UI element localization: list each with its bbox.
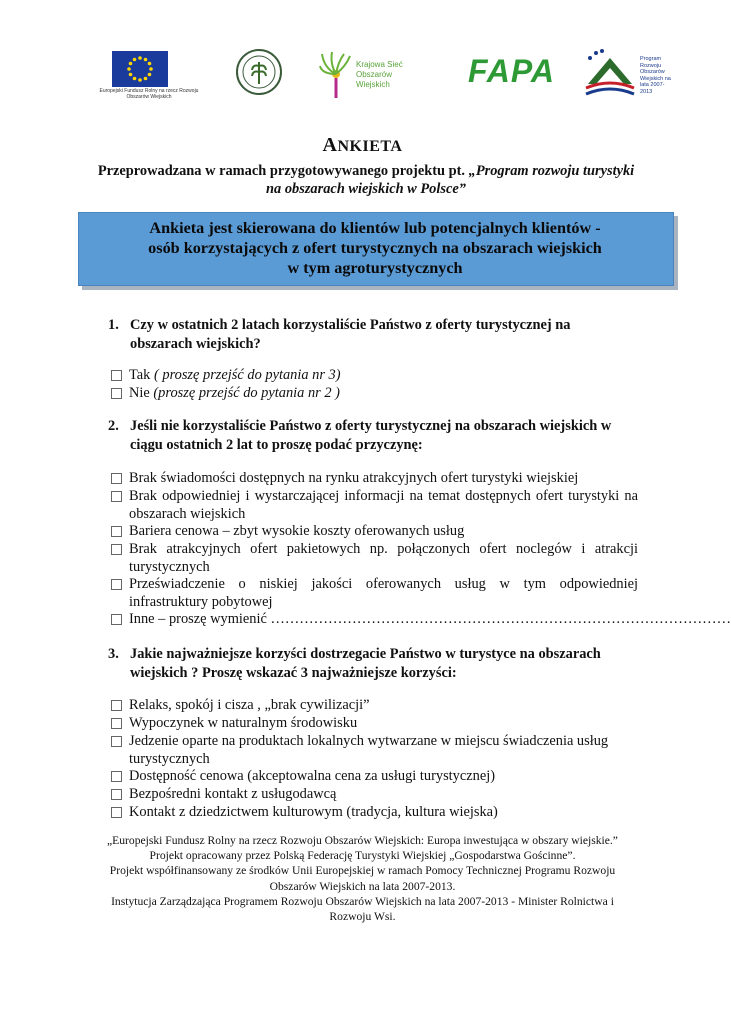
option-label: Tak <box>129 367 151 383</box>
checkbox[interactable] <box>111 718 122 729</box>
option-item[interactable] <box>111 470 638 488</box>
question-2 <box>108 417 628 455</box>
option-item[interactable] <box>111 523 638 541</box>
option-label: Przeświadczenie o niskiej jakości oferowanych usług w tym odpowiedniej infrastruktury pobytowej <box>129 576 638 610</box>
option-nie[interactable] <box>111 385 638 403</box>
checkbox[interactable] <box>111 388 122 399</box>
footer-line-2: Projekt opracowany przez Polską Federację Turystyki Wiejskiej „Gospodarstwa Gościnne”. <box>149 849 576 863</box>
option-item[interactable] <box>111 733 638 768</box>
option-label: Inne – proszę wymienić …………………………………………………………………………………… <box>129 611 731 627</box>
option-item[interactable] <box>111 576 638 611</box>
ksow-logo <box>318 48 410 100</box>
page-subtitle <box>96 162 636 198</box>
option-other[interactable] <box>111 611 731 629</box>
question-text: Jakie najważniejsze korzyści dostrzegacie Państwo w turystyce na obszarach wiejskich ? Proszę wskazać 3 najważniejsze korzyści: <box>130 646 601 681</box>
option-label: Relaks, spokój i cisza , „brak cywilizacji” <box>129 697 370 713</box>
option-label: Dostępność cenowa (akceptowalna cena za usługi turystycznej) <box>129 768 496 784</box>
checkbox[interactable] <box>111 700 122 711</box>
option-item[interactable] <box>111 804 638 822</box>
checkbox[interactable] <box>111 807 122 818</box>
eu-flag-logo <box>90 48 208 104</box>
option-label: Brak świadomości dostępnych na rynku atrakcyjnych ofert turystyki wiejskiej <box>129 470 579 486</box>
eu-flag-icon <box>112 51 168 87</box>
option-item[interactable] <box>111 697 638 715</box>
option-label: Wypoczynek w naturalnym środowisku <box>129 715 358 731</box>
footer-line-4: Instytucja Zarządzająca Programem Rozwoju Obszarów Wiejskich na lata 2007-2013 - Minister Rolnictwa i Rozwoju Wsi. <box>111 894 614 924</box>
option-item[interactable] <box>111 715 638 733</box>
footer <box>100 833 625 924</box>
checkbox[interactable] <box>111 789 122 800</box>
fapa-text: FAPA <box>468 53 555 89</box>
option-tak[interactable] <box>111 367 638 385</box>
checkbox[interactable] <box>111 736 122 747</box>
checkbox[interactable] <box>111 473 122 484</box>
fapa-logo <box>468 48 555 92</box>
question-text: Jeśli nie korzystaliście Państwo z oferty turystycznej na obszarach wiejskich w ciągu ostatnich 2 lat to proszę podać przyczynę: <box>130 418 612 453</box>
banner-line-3: w tym agroturystycznych <box>287 259 463 277</box>
ministry-seal-logo <box>235 48 283 96</box>
subtitle-project-name: „Program rozwoju turystyki na obszarach wiejskich w Polsce” <box>266 163 635 197</box>
checkbox[interactable] <box>111 579 122 590</box>
subtitle-prefix: Przeprowadzana w ramach przygotowywanego projektu pt. <box>97 163 469 179</box>
prow-text: Program Rozwoju Obszarów Wiejskich na lata 2007-2013 <box>640 56 671 95</box>
prow-logo <box>582 48 670 100</box>
option-note: ( proszę przejść do pytania nr 3) <box>153 367 341 383</box>
title-rest: NKIETA <box>337 138 403 155</box>
option-label: Bariera cenowa – zbyt wysokie koszty oferowanych usług <box>129 523 465 539</box>
page-title <box>0 134 725 157</box>
option-label: Bezpośredni kontakt z usługodawcą <box>129 786 337 802</box>
option-item[interactable] <box>111 768 638 786</box>
checkbox[interactable] <box>111 491 122 502</box>
option-label: Brak odpowiedniej i wystarczającej informacji na temat dostępnych ofert turystyki na obszarach wiejskich <box>129 488 638 522</box>
eu-caption: Europejski Fundusz Rolny na rzecz Rozwoju Obszarów Wiejskich <box>99 88 199 100</box>
ksow-name: Krajowa Sieć Obszarów Wiejskich <box>356 60 403 89</box>
option-item[interactable] <box>111 786 638 804</box>
banner-line-1: Ankieta jest skierowana do klientów lub potencjalnych klientów - <box>149 219 601 237</box>
audience-banner-text <box>78 218 672 278</box>
option-label: Brak atrakcyjnych ofert pakietowych np. połączonych ofert noclegów i atrakcji turystycznych <box>129 541 638 575</box>
checkbox[interactable] <box>111 614 122 625</box>
checkbox[interactable] <box>111 771 122 782</box>
option-label: Nie <box>129 385 150 401</box>
option-item[interactable] <box>111 488 638 523</box>
ksow-text <box>356 60 410 90</box>
question-number: 1. <box>108 317 119 333</box>
checkbox[interactable] <box>111 526 122 537</box>
checkbox[interactable] <box>111 544 122 555</box>
footer-line-3: Projekt współfinansowany ze środków Unii Europejskiej w ramach Pomocy Technicznej Programu Rozwoju Obszarów Wiejskich na lata 2007-2013. <box>109 864 616 893</box>
question-text: Czy w ostatnich 2 latach korzystaliście Państwo z oferty turystycznej na obszarach wiejskich? <box>130 317 571 352</box>
title-first-letter: A <box>322 134 338 156</box>
footer-line-1: „Europejski Fundusz Rolny na rzecz Rozwoju Obszarów Wiejskich: Europa inwestująca w obszary wiejskie.” <box>107 834 618 847</box>
option-note: (proszę przejść do pytania nr 2 ) <box>153 385 340 401</box>
question-3 <box>108 645 628 683</box>
option-label: Kontakt z dziedzictwem kulturowym (tradycja, kultura wiejska) <box>129 804 498 820</box>
question-number: 2. <box>108 418 119 434</box>
checkbox[interactable] <box>111 370 122 381</box>
banner-line-2: osób korzystających z ofert turystycznych na obszarach wiejskich <box>148 239 602 257</box>
question-number: 3. <box>108 646 119 662</box>
logo-bar <box>90 48 670 106</box>
option-item[interactable] <box>111 541 638 576</box>
question-1 <box>108 316 628 354</box>
option-label: Jedzenie oparte na produktach lokalnych wytwarzane w miejscu świadczenia usług turystycznych <box>129 733 609 767</box>
